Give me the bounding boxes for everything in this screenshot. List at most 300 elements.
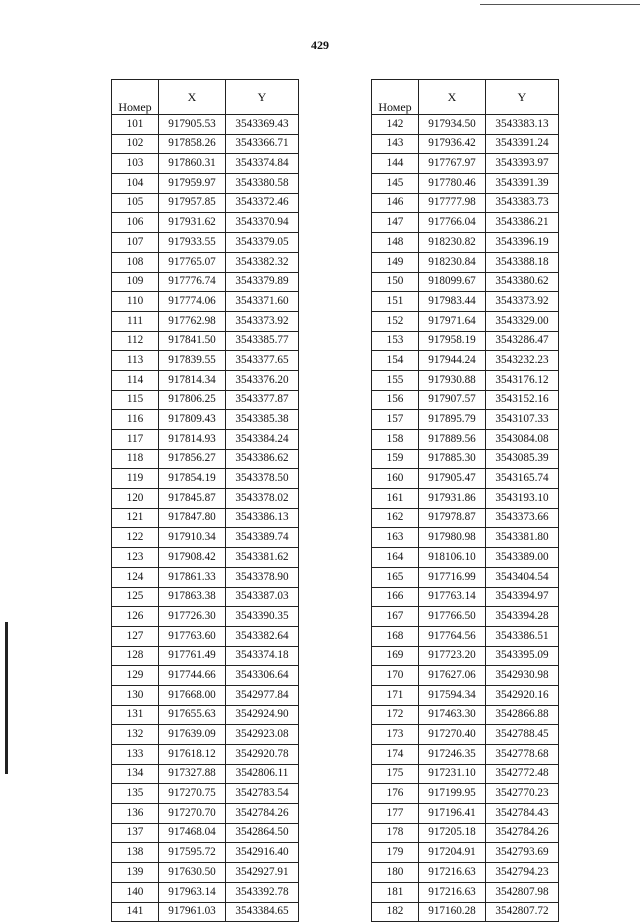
coordinates-table-right — [371, 79, 559, 922]
point-number-cell: 158 — [372, 430, 419, 450]
point-number-cell: 114 — [112, 370, 159, 390]
header-y: Y — [226, 80, 299, 115]
page-number: 429 — [311, 38, 329, 52]
table-row — [372, 745, 559, 765]
x-coordinate-cell: 917777.98 — [419, 193, 486, 213]
table-row — [112, 193, 299, 213]
table-row — [112, 508, 299, 528]
x-coordinate-cell: 917216.63 — [419, 863, 486, 883]
x-coordinate-cell: 917931.86 — [419, 489, 486, 509]
y-coordinate-cell: 3543382.32 — [226, 252, 299, 272]
point-number-cell: 128 — [112, 646, 159, 666]
y-coordinate-cell: 3543385.77 — [226, 331, 299, 351]
x-coordinate-cell: 917618.12 — [159, 745, 226, 765]
y-coordinate-cell: 3543389.74 — [226, 528, 299, 548]
point-number-cell: 111 — [112, 311, 159, 331]
table-row — [372, 193, 559, 213]
x-coordinate-cell: 917744.66 — [159, 666, 226, 686]
table-row — [112, 548, 299, 568]
x-coordinate-cell: 917594.34 — [419, 685, 486, 705]
point-number-cell: 151 — [372, 292, 419, 312]
x-coordinate-cell: 917863.38 — [159, 587, 226, 607]
y-coordinate-cell: 3543378.02 — [226, 489, 299, 509]
point-number-cell: 110 — [112, 292, 159, 312]
x-coordinate-cell: 917860.31 — [159, 154, 226, 174]
x-coordinate-cell: 917845.87 — [159, 489, 226, 509]
y-coordinate-cell: 3543383.13 — [486, 115, 559, 135]
y-coordinate-cell: 3543377.87 — [226, 390, 299, 410]
table-row — [112, 863, 299, 883]
y-coordinate-cell: 3543384.24 — [226, 430, 299, 450]
x-coordinate-cell: 918230.84 — [419, 252, 486, 272]
x-coordinate-cell: 917814.93 — [159, 430, 226, 450]
table-row — [112, 449, 299, 469]
table-row — [372, 469, 559, 489]
table-row — [372, 390, 559, 410]
point-number-cell: 132 — [112, 725, 159, 745]
point-number-cell: 101 — [112, 115, 159, 135]
table-row — [112, 331, 299, 351]
table-row — [112, 489, 299, 509]
point-number-cell: 182 — [372, 902, 419, 922]
table-row — [112, 685, 299, 705]
table-row — [112, 823, 299, 843]
point-number-cell: 102 — [112, 134, 159, 154]
y-coordinate-cell: 3543393.97 — [486, 154, 559, 174]
x-coordinate-cell: 917204.91 — [419, 843, 486, 863]
point-number-cell: 119 — [112, 469, 159, 489]
header-number: Номер — [372, 80, 419, 115]
table-row — [112, 351, 299, 371]
x-coordinate-cell: 917931.62 — [159, 213, 226, 233]
table-row — [372, 863, 559, 883]
y-coordinate-cell: 3543391.24 — [486, 134, 559, 154]
point-number-cell: 154 — [372, 351, 419, 371]
table-row — [372, 154, 559, 174]
x-coordinate-cell: 917627.06 — [419, 666, 486, 686]
y-coordinate-cell: 3543374.84 — [226, 154, 299, 174]
y-coordinate-cell: 3543193.10 — [486, 489, 559, 509]
table-row — [112, 666, 299, 686]
table-row — [372, 567, 559, 587]
y-coordinate-cell: 3542772.48 — [486, 764, 559, 784]
x-coordinate-cell: 918230.82 — [419, 233, 486, 253]
table-row — [372, 685, 559, 705]
x-coordinate-cell: 917847.80 — [159, 508, 226, 528]
table-row — [372, 430, 559, 450]
point-number-cell: 140 — [112, 882, 159, 902]
y-coordinate-cell: 3543378.50 — [226, 469, 299, 489]
x-coordinate-cell: 917327.88 — [159, 764, 226, 784]
x-coordinate-cell: 917763.60 — [159, 626, 226, 646]
x-coordinate-cell: 917639.09 — [159, 725, 226, 745]
y-coordinate-cell: 3543392.78 — [226, 882, 299, 902]
table-header-row — [372, 80, 559, 115]
x-coordinate-cell: 917858.26 — [159, 134, 226, 154]
x-coordinate-cell: 917957.85 — [159, 193, 226, 213]
x-coordinate-cell: 917839.55 — [159, 351, 226, 371]
y-coordinate-cell: 3542977.84 — [226, 685, 299, 705]
point-number-cell: 169 — [372, 646, 419, 666]
x-coordinate-cell: 917978.87 — [419, 508, 486, 528]
y-coordinate-cell: 3543391.39 — [486, 174, 559, 194]
table-row — [372, 882, 559, 902]
y-coordinate-cell: 3542864.50 — [226, 823, 299, 843]
margin-mark — [5, 622, 8, 774]
point-number-cell: 127 — [112, 626, 159, 646]
table-row — [112, 252, 299, 272]
point-number-cell: 173 — [372, 725, 419, 745]
x-coordinate-cell: 917933.55 — [159, 233, 226, 253]
point-number-cell: 148 — [372, 233, 419, 253]
x-coordinate-cell: 917936.42 — [419, 134, 486, 154]
y-coordinate-cell: 3543372.46 — [226, 193, 299, 213]
y-coordinate-cell: 3543386.21 — [486, 213, 559, 233]
table-row — [372, 626, 559, 646]
y-coordinate-cell: 3543380.58 — [226, 174, 299, 194]
y-coordinate-cell: 3542924.90 — [226, 705, 299, 725]
x-coordinate-cell: 917971.64 — [419, 311, 486, 331]
point-number-cell: 149 — [372, 252, 419, 272]
x-coordinate-cell: 917270.70 — [159, 804, 226, 824]
x-coordinate-cell: 917944.24 — [419, 351, 486, 371]
point-number-cell: 177 — [372, 804, 419, 824]
y-coordinate-cell: 3543396.19 — [486, 233, 559, 253]
point-number-cell: 156 — [372, 390, 419, 410]
point-number-cell: 134 — [112, 764, 159, 784]
coordinates-table-left — [111, 79, 299, 922]
table-row — [112, 233, 299, 253]
point-number-cell: 138 — [112, 843, 159, 863]
y-coordinate-cell: 3542916.40 — [226, 843, 299, 863]
table-row — [372, 666, 559, 686]
point-number-cell: 167 — [372, 607, 419, 627]
point-number-cell: 105 — [112, 193, 159, 213]
point-number-cell: 171 — [372, 685, 419, 705]
point-number-cell: 130 — [112, 685, 159, 705]
x-coordinate-cell: 917907.57 — [419, 390, 486, 410]
y-coordinate-cell: 3542784.26 — [226, 804, 299, 824]
x-coordinate-cell: 917861.33 — [159, 567, 226, 587]
x-coordinate-cell: 917930.88 — [419, 370, 486, 390]
x-coordinate-cell: 917216.63 — [419, 882, 486, 902]
y-coordinate-cell: 3543382.64 — [226, 626, 299, 646]
table-row — [372, 134, 559, 154]
x-coordinate-cell: 917668.00 — [159, 685, 226, 705]
point-number-cell: 106 — [112, 213, 159, 233]
x-coordinate-cell: 917814.34 — [159, 370, 226, 390]
y-coordinate-cell: 3542770.23 — [486, 784, 559, 804]
point-number-cell: 147 — [372, 213, 419, 233]
point-number-cell: 150 — [372, 272, 419, 292]
table-row — [372, 331, 559, 351]
point-number-cell: 143 — [372, 134, 419, 154]
x-coordinate-cell: 917463.30 — [419, 705, 486, 725]
x-coordinate-cell: 917199.95 — [419, 784, 486, 804]
y-coordinate-cell: 3543373.92 — [486, 292, 559, 312]
header-x: X — [159, 80, 226, 115]
y-coordinate-cell: 3543232.23 — [486, 351, 559, 371]
y-coordinate-cell: 3542930.98 — [486, 666, 559, 686]
point-number-cell: 164 — [372, 548, 419, 568]
x-coordinate-cell: 917205.18 — [419, 823, 486, 843]
point-number-cell: 161 — [372, 489, 419, 509]
point-number-cell: 181 — [372, 882, 419, 902]
y-coordinate-cell: 3542927.91 — [226, 863, 299, 883]
x-coordinate-cell: 917196.41 — [419, 804, 486, 824]
point-number-cell: 126 — [112, 607, 159, 627]
y-coordinate-cell: 3543381.80 — [486, 528, 559, 548]
table-row — [112, 567, 299, 587]
point-number-cell: 123 — [112, 548, 159, 568]
table-row — [372, 784, 559, 804]
y-coordinate-cell: 3542807.98 — [486, 882, 559, 902]
table-row — [372, 213, 559, 233]
y-coordinate-cell: 3543394.28 — [486, 607, 559, 627]
table-row — [372, 646, 559, 666]
point-number-cell: 124 — [112, 567, 159, 587]
y-coordinate-cell: 3543384.65 — [226, 902, 299, 922]
point-number-cell: 152 — [372, 311, 419, 331]
x-coordinate-cell: 917231.10 — [419, 764, 486, 784]
table-row — [372, 764, 559, 784]
y-coordinate-cell: 3543377.65 — [226, 351, 299, 371]
x-coordinate-cell: 917761.49 — [159, 646, 226, 666]
y-coordinate-cell: 3543306.64 — [226, 666, 299, 686]
y-coordinate-cell: 3543371.60 — [226, 292, 299, 312]
table-row — [372, 528, 559, 548]
table-row — [112, 705, 299, 725]
x-coordinate-cell: 917765.07 — [159, 252, 226, 272]
point-number-cell: 131 — [112, 705, 159, 725]
table-row — [372, 292, 559, 312]
x-coordinate-cell: 917959.97 — [159, 174, 226, 194]
table-row — [372, 449, 559, 469]
y-coordinate-cell: 3543152.16 — [486, 390, 559, 410]
table-row — [112, 646, 299, 666]
point-number-cell: 129 — [112, 666, 159, 686]
point-number-cell: 174 — [372, 745, 419, 765]
point-number-cell: 142 — [372, 115, 419, 135]
y-coordinate-cell: 3542788.45 — [486, 725, 559, 745]
table-row — [372, 351, 559, 371]
y-coordinate-cell: 3543386.13 — [226, 508, 299, 528]
point-number-cell: 103 — [112, 154, 159, 174]
x-coordinate-cell: 917655.63 — [159, 705, 226, 725]
y-coordinate-cell: 3543381.62 — [226, 548, 299, 568]
x-coordinate-cell: 917856.27 — [159, 449, 226, 469]
table-row — [112, 626, 299, 646]
point-number-cell: 122 — [112, 528, 159, 548]
table-row — [112, 292, 299, 312]
y-coordinate-cell: 3543373.66 — [486, 508, 559, 528]
x-coordinate-cell: 917980.98 — [419, 528, 486, 548]
header-y: Y — [486, 80, 559, 115]
table-row — [112, 311, 299, 331]
y-coordinate-cell: 3543394.97 — [486, 587, 559, 607]
y-coordinate-cell: 3543107.33 — [486, 410, 559, 430]
table-row — [112, 745, 299, 765]
point-number-cell: 108 — [112, 252, 159, 272]
table-row — [372, 587, 559, 607]
point-number-cell: 162 — [372, 508, 419, 528]
y-coordinate-cell: 3542794.23 — [486, 863, 559, 883]
point-number-cell: 168 — [372, 626, 419, 646]
table-row — [372, 843, 559, 863]
table-row — [372, 508, 559, 528]
y-coordinate-cell: 3543286.47 — [486, 331, 559, 351]
point-number-cell: 163 — [372, 528, 419, 548]
table-row — [112, 370, 299, 390]
x-coordinate-cell: 917780.46 — [419, 174, 486, 194]
table-row — [112, 804, 299, 824]
x-coordinate-cell: 917809.43 — [159, 410, 226, 430]
point-number-cell: 144 — [372, 154, 419, 174]
table-row — [112, 528, 299, 548]
table-row — [112, 410, 299, 430]
table-header-row — [112, 80, 299, 115]
x-coordinate-cell: 917160.28 — [419, 902, 486, 922]
y-coordinate-cell: 3542866.88 — [486, 705, 559, 725]
y-coordinate-cell: 3543386.62 — [226, 449, 299, 469]
y-coordinate-cell: 3542784.43 — [486, 804, 559, 824]
point-number-cell: 175 — [372, 764, 419, 784]
y-coordinate-cell: 3542807.72 — [486, 902, 559, 922]
table-row — [112, 725, 299, 745]
x-coordinate-cell: 917774.06 — [159, 292, 226, 312]
header-number: Номер — [112, 80, 159, 115]
y-coordinate-cell: 3542793.69 — [486, 843, 559, 863]
point-number-cell: 120 — [112, 489, 159, 509]
table-row — [112, 174, 299, 194]
y-coordinate-cell: 3543395.09 — [486, 646, 559, 666]
point-number-cell: 133 — [112, 745, 159, 765]
point-number-cell: 125 — [112, 587, 159, 607]
x-coordinate-cell: 917908.42 — [159, 548, 226, 568]
table-row — [372, 489, 559, 509]
x-coordinate-cell: 917762.98 — [159, 311, 226, 331]
table-row — [372, 311, 559, 331]
x-coordinate-cell: 917270.40 — [419, 725, 486, 745]
point-number-cell: 180 — [372, 863, 419, 883]
x-coordinate-cell: 917934.50 — [419, 115, 486, 135]
point-number-cell: 135 — [112, 784, 159, 804]
x-coordinate-cell: 917961.03 — [159, 902, 226, 922]
x-coordinate-cell: 917630.50 — [159, 863, 226, 883]
y-coordinate-cell: 3543376.20 — [226, 370, 299, 390]
x-coordinate-cell: 917723.20 — [419, 646, 486, 666]
point-number-cell: 157 — [372, 410, 419, 430]
x-coordinate-cell: 917468.04 — [159, 823, 226, 843]
x-coordinate-cell: 917766.04 — [419, 213, 486, 233]
x-coordinate-cell: 917716.99 — [419, 567, 486, 587]
x-coordinate-cell: 917854.19 — [159, 469, 226, 489]
point-number-cell: 160 — [372, 469, 419, 489]
point-number-cell: 137 — [112, 823, 159, 843]
y-coordinate-cell: 3542920.16 — [486, 685, 559, 705]
point-number-cell: 112 — [112, 331, 159, 351]
table-row — [372, 272, 559, 292]
point-number-cell: 172 — [372, 705, 419, 725]
table-row — [112, 390, 299, 410]
point-number-cell: 116 — [112, 410, 159, 430]
y-coordinate-cell: 3543385.38 — [226, 410, 299, 430]
y-coordinate-cell: 3543085.39 — [486, 449, 559, 469]
x-coordinate-cell: 917983.44 — [419, 292, 486, 312]
table-row — [112, 115, 299, 135]
y-coordinate-cell: 3542806.11 — [226, 764, 299, 784]
x-coordinate-cell: 917246.35 — [419, 745, 486, 765]
y-coordinate-cell: 3543329.00 — [486, 311, 559, 331]
point-number-cell: 179 — [372, 843, 419, 863]
table-row — [112, 607, 299, 627]
table-row — [372, 705, 559, 725]
y-coordinate-cell: 3542923.08 — [226, 725, 299, 745]
table-row — [372, 725, 559, 745]
y-coordinate-cell: 3542784.26 — [486, 823, 559, 843]
y-coordinate-cell: 3543369.43 — [226, 115, 299, 135]
x-coordinate-cell: 917905.53 — [159, 115, 226, 135]
table-row — [112, 843, 299, 863]
y-coordinate-cell: 3543374.18 — [226, 646, 299, 666]
y-coordinate-cell: 3543165.74 — [486, 469, 559, 489]
y-coordinate-cell: 3543388.18 — [486, 252, 559, 272]
x-coordinate-cell: 917895.79 — [419, 410, 486, 430]
x-coordinate-cell: 917763.14 — [419, 587, 486, 607]
header-x: X — [419, 80, 486, 115]
y-coordinate-cell: 3543387.03 — [226, 587, 299, 607]
point-number-cell: 104 — [112, 174, 159, 194]
table-row — [112, 882, 299, 902]
y-coordinate-cell: 3543370.94 — [226, 213, 299, 233]
x-coordinate-cell: 917958.19 — [419, 331, 486, 351]
point-number-cell: 145 — [372, 174, 419, 194]
point-number-cell: 115 — [112, 390, 159, 410]
table-row — [372, 548, 559, 568]
table-row — [372, 823, 559, 843]
point-number-cell: 107 — [112, 233, 159, 253]
x-coordinate-cell: 917885.30 — [419, 449, 486, 469]
y-coordinate-cell: 3543389.00 — [486, 548, 559, 568]
y-coordinate-cell: 3543379.89 — [226, 272, 299, 292]
y-coordinate-cell: 3543366.71 — [226, 134, 299, 154]
table-row — [112, 272, 299, 292]
point-number-cell: 139 — [112, 863, 159, 883]
point-number-cell: 121 — [112, 508, 159, 528]
point-number-cell: 118 — [112, 449, 159, 469]
header-rule — [480, 4, 640, 5]
x-coordinate-cell: 917889.56 — [419, 430, 486, 450]
point-number-cell: 146 — [372, 193, 419, 213]
table-row — [112, 213, 299, 233]
point-number-cell: 153 — [372, 331, 419, 351]
point-number-cell: 159 — [372, 449, 419, 469]
table-row — [372, 607, 559, 627]
y-coordinate-cell: 3542920.78 — [226, 745, 299, 765]
x-coordinate-cell: 917776.74 — [159, 272, 226, 292]
table-row — [372, 804, 559, 824]
y-coordinate-cell: 3543373.92 — [226, 311, 299, 331]
x-coordinate-cell: 917726.30 — [159, 607, 226, 627]
table-row — [372, 410, 559, 430]
point-number-cell: 170 — [372, 666, 419, 686]
y-coordinate-cell: 3543390.35 — [226, 607, 299, 627]
x-coordinate-cell: 917764.56 — [419, 626, 486, 646]
table-row — [372, 252, 559, 272]
table-row — [112, 430, 299, 450]
y-coordinate-cell: 3543383.73 — [486, 193, 559, 213]
x-coordinate-cell: 917806.25 — [159, 390, 226, 410]
